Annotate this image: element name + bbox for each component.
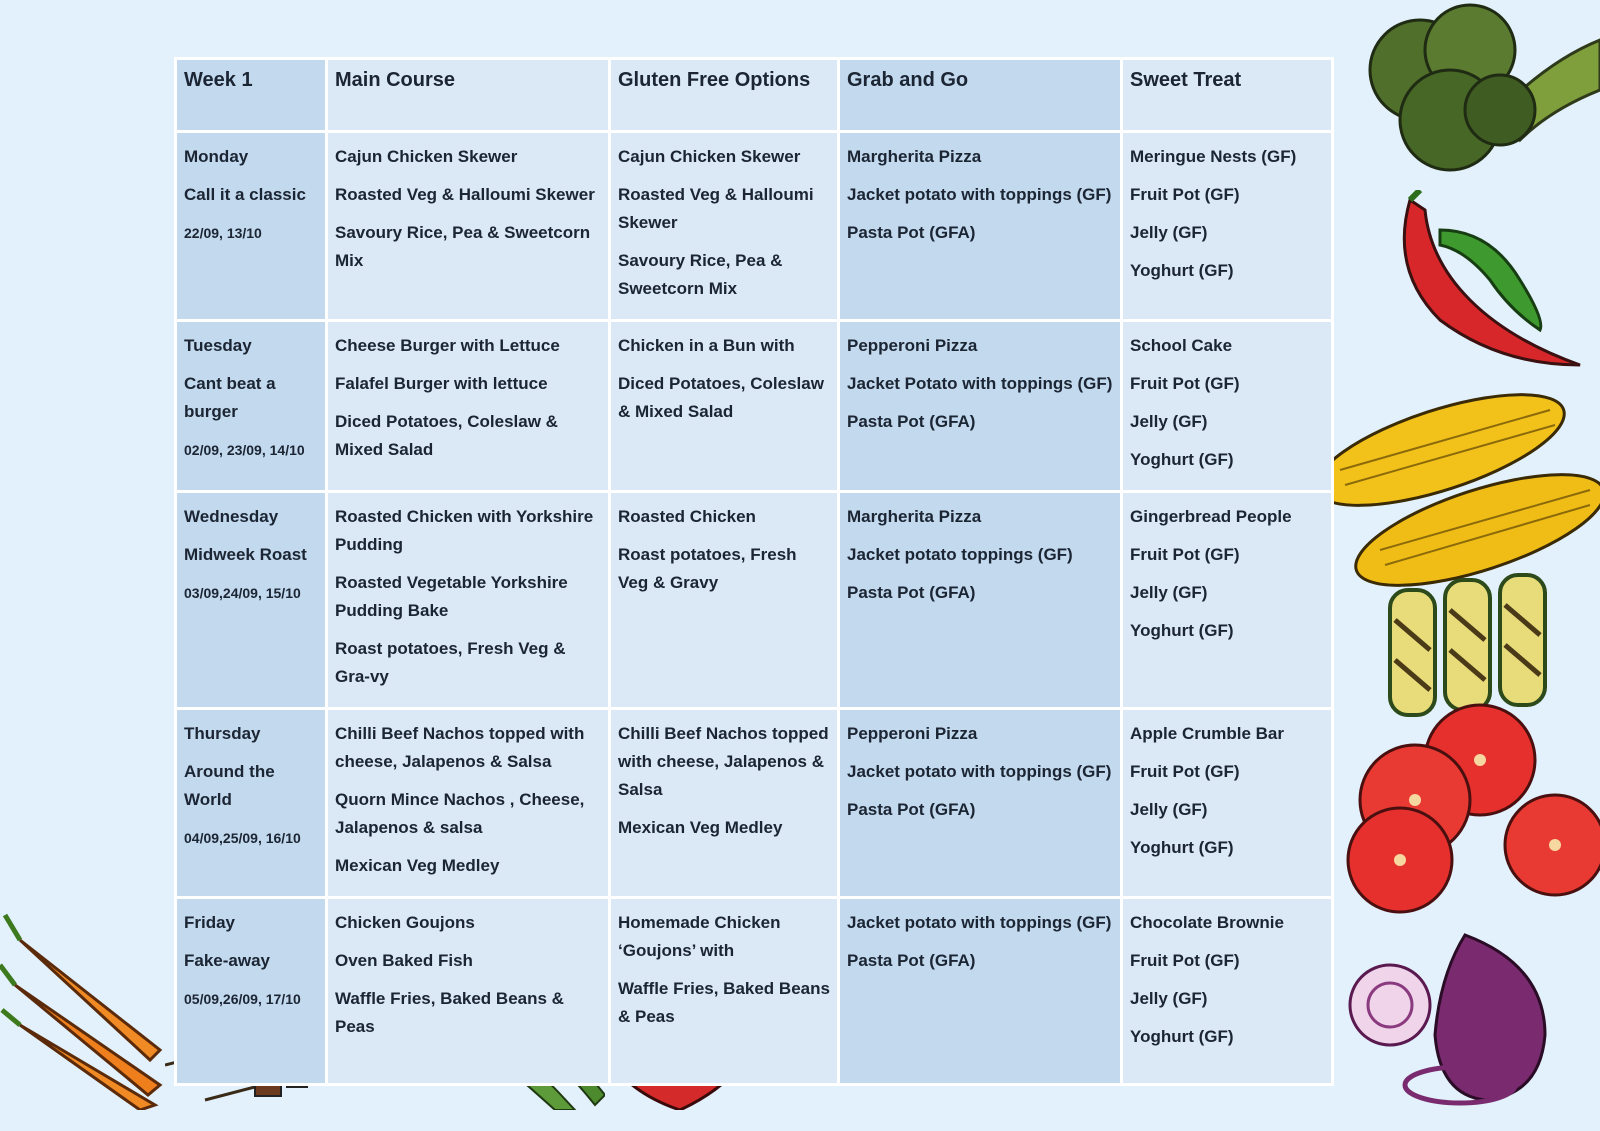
header-sweet-treat: Sweet Treat: [1122, 59, 1333, 132]
lunch-menu-table: [174, 57, 1334, 1086]
menu-item: Pasta Pot (GFA): [847, 412, 976, 431]
header-grab-and-go: Grab and Go: [839, 59, 1122, 132]
menu-item: Jelly (GF): [1130, 800, 1208, 819]
menu-item: Pasta Pot (GFA): [847, 951, 976, 970]
menu-item: Chicken Goujons: [335, 913, 475, 932]
menu-item: Jelly (GF): [1130, 989, 1208, 1008]
menu-item: Fruit Pot (GF): [1130, 951, 1240, 970]
table-row-friday: [176, 898, 1333, 1085]
menu-item: Diced Potatoes, Coleslaw & Mixed Salad: [618, 374, 824, 421]
sweet-treat-cell: [1122, 321, 1333, 492]
day-name: Tuesday: [184, 336, 252, 355]
table-row-tuesday: [176, 321, 1333, 492]
menu-item: School Cake: [1130, 336, 1233, 355]
sweet-treat-cell: [1122, 709, 1333, 898]
menu-item: Pepperoni Pizza: [847, 724, 978, 743]
grab-and-go-cell: [839, 492, 1122, 709]
menu-item: Yoghurt (GF): [1130, 838, 1234, 857]
day-cell: [176, 709, 327, 898]
day-cell: [176, 492, 327, 709]
menu-item: Margherita Pizza: [847, 147, 982, 166]
day-name: Monday: [184, 147, 249, 166]
chilli-peppers-illustration: [1380, 190, 1600, 380]
menu-item: Jacket potato with toppings (GF): [847, 185, 1112, 204]
menu-item: Fruit Pot (GF): [1130, 185, 1240, 204]
menu-item: Gingerbread People: [1130, 507, 1292, 526]
day-dates: 04/09,25/09, 16/10: [184, 830, 301, 846]
day-dates: 22/09, 13/10: [184, 225, 262, 241]
menu-item: Pasta Pot (GFA): [847, 800, 976, 819]
menu-item: Savoury Rice, Pea & Sweetcorn Mix: [618, 251, 783, 298]
broccoli-illustration: [1360, 0, 1600, 195]
corn-illustration: [1320, 380, 1600, 600]
day-name: Wednesday: [184, 507, 279, 526]
grab-and-go-cell: [839, 321, 1122, 492]
day-cell: [176, 321, 327, 492]
sweet-treat-cell: [1122, 492, 1333, 709]
menu-item: Chilli Beef Nachos topped with cheese, Jalapenos & Salsa: [618, 724, 829, 799]
main-course-cell: [327, 709, 610, 898]
menu-item: Jelly (GF): [1130, 412, 1208, 431]
header-row: [176, 59, 1333, 132]
menu-item: Roast potatoes, Fresh Veg & Gra-vy: [335, 639, 566, 686]
menu-item: Chilli Beef Nachos topped with cheese, Jalapenos & Salsa: [335, 724, 585, 771]
day-theme: Fake-away: [184, 951, 270, 970]
header-gluten-free: Gluten Free Options: [610, 59, 839, 132]
menu-item: Roasted Veg & Halloumi Skewer: [618, 185, 814, 232]
menu-item: Jacket potato toppings (GF): [847, 545, 1073, 564]
menu-item: Margherita Pizza: [847, 507, 982, 526]
gluten-free-cell: [610, 492, 839, 709]
menu-item: Jacket potato with toppings (GF): [847, 913, 1112, 932]
grab-and-go-cell: [839, 132, 1122, 321]
menu-item: Roasted Chicken with Yorkshire Pudding: [335, 507, 594, 554]
carrots-illustration: [0, 910, 170, 1110]
menu-item: Chocolate Brownie: [1130, 913, 1284, 932]
menu-item: Roasted Vegetable Yorkshire Pudding Bake: [335, 573, 568, 620]
day-cell: [176, 898, 327, 1085]
menu-item: Roasted Veg & Halloumi Skewer: [335, 185, 595, 204]
menu-item: Fruit Pot (GF): [1130, 545, 1240, 564]
table-row-thursday: [176, 709, 1333, 898]
courgette-illustration: [1385, 570, 1555, 720]
day-name: Thursday: [184, 724, 261, 743]
gluten-free-cell: [610, 132, 839, 321]
menu-item: Meringue Nests (GF): [1130, 147, 1297, 166]
menu-item: Mexican Veg Medley: [618, 818, 783, 837]
menu-item: Jelly (GF): [1130, 583, 1208, 602]
menu-item: Waffle Fries, Baked Beans & Peas: [335, 989, 564, 1036]
day-theme: Call it a classic: [184, 185, 306, 204]
header-week: Week 1: [176, 59, 327, 132]
menu-item: Pasta Pot (GFA): [847, 223, 976, 242]
menu-item: Pepperoni Pizza: [847, 336, 978, 355]
grab-and-go-cell: [839, 709, 1122, 898]
day-dates: 05/09,26/09, 17/10: [184, 991, 301, 1007]
menu-item: Jacket Potato with toppings (GF): [847, 374, 1113, 393]
menu-item: Diced Potatoes, Coleslaw & Mixed Salad: [335, 412, 558, 459]
menu-item: Cajun Chicken Skewer: [618, 147, 801, 166]
red-onion-illustration: [1345, 925, 1585, 1115]
main-course-cell: [327, 492, 610, 709]
menu-item: Fruit Pot (GF): [1130, 762, 1240, 781]
menu-item: Chicken in a Bun with: [618, 336, 795, 355]
main-course-cell: [327, 132, 610, 321]
day-theme: Around the World: [184, 762, 275, 809]
table-row-wednesday: [176, 492, 1333, 709]
day-theme: Cant beat a burger: [184, 374, 276, 421]
menu-item: Yoghurt (GF): [1130, 450, 1234, 469]
day-name: Friday: [184, 913, 236, 932]
menu-item: Yoghurt (GF): [1130, 621, 1234, 640]
menu-item: Roasted Chicken: [618, 507, 756, 526]
menu-item: Pasta Pot (GFA): [847, 583, 976, 602]
day-dates: 02/09, 23/09, 14/10: [184, 442, 305, 458]
menu-item: Jelly (GF): [1130, 223, 1208, 242]
gluten-free-cell: [610, 321, 839, 492]
sweet-treat-cell: [1122, 898, 1333, 1085]
menu-item: Falafel Burger with lettuce: [335, 374, 548, 393]
menu-item: Oven Baked Fish: [335, 951, 473, 970]
menu-item: Yoghurt (GF): [1130, 261, 1234, 280]
menu-item: Savoury Rice, Pea & Sweetcorn Mix: [335, 223, 591, 270]
menu-item: Cheese Burger with Lettuce: [335, 336, 560, 355]
menu-item: Mexican Veg Medley: [335, 856, 500, 875]
header-main-course: Main Course: [327, 59, 610, 132]
menu-item: Yoghurt (GF): [1130, 1027, 1234, 1046]
grab-and-go-cell: [839, 898, 1122, 1085]
tomato-slices-illustration: [1340, 700, 1600, 915]
gluten-free-cell: [610, 709, 839, 898]
menu-item: Waffle Fries, Baked Beans & Peas: [618, 979, 830, 1026]
menu-item: Apple Crumble Bar: [1130, 724, 1284, 743]
menu-item: Homemade Chicken ‘Goujons’ with: [618, 913, 781, 960]
gluten-free-cell: [610, 898, 839, 1085]
main-course-cell: [327, 321, 610, 492]
day-theme: Midweek Roast: [184, 545, 307, 564]
table-row-monday: [176, 132, 1333, 321]
menu-item: Fruit Pot (GF): [1130, 374, 1240, 393]
day-cell: [176, 132, 327, 321]
menu-item: Quorn Mince Nachos , Cheese, Jalapenos & salsa: [335, 790, 585, 837]
sweet-treat-cell: [1122, 132, 1333, 321]
main-course-cell: [327, 898, 610, 1085]
day-dates: 03/09,24/09, 15/10: [184, 585, 301, 601]
menu-item: Cajun Chicken Skewer: [335, 147, 518, 166]
menu-item: Jacket potato with toppings (GF): [847, 762, 1112, 781]
menu-item: Roast potatoes, Fresh Veg & Gravy: [618, 545, 797, 592]
